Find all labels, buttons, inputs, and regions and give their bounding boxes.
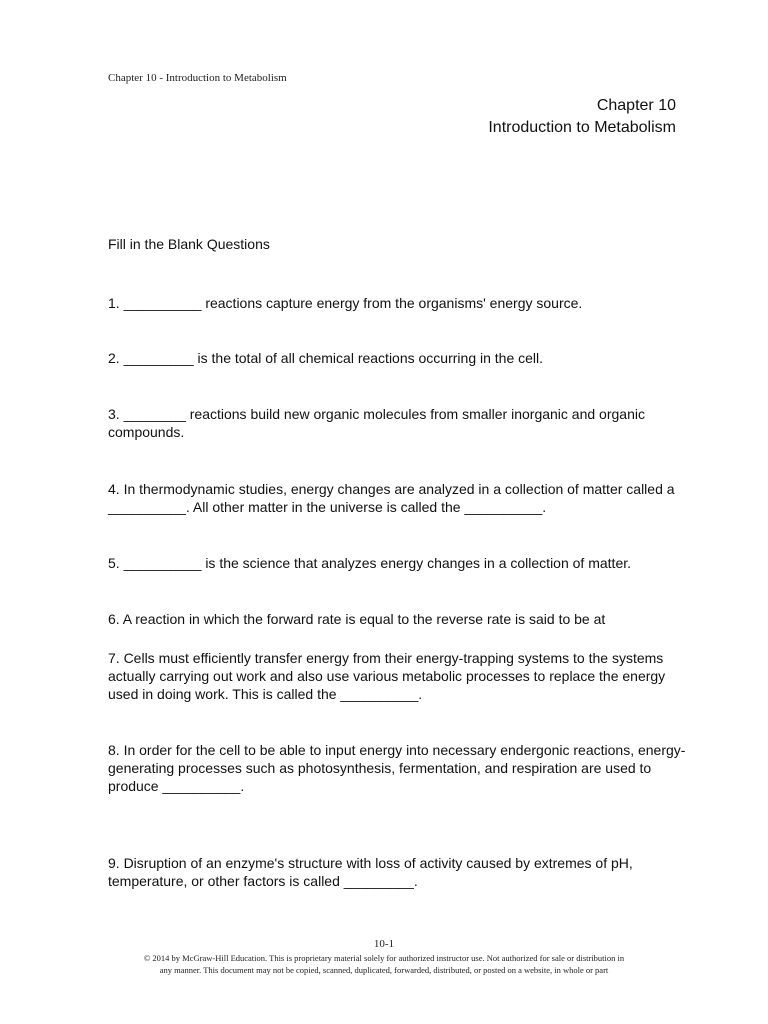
chapter-title: Introduction to Metabolism bbox=[488, 119, 676, 136]
question-8: 8. In order for the cell to be able to input energy into necessary endergonic reactions, energy-generating processes such as photosynthesis, fermentation, and respiration are used to produce __________. bbox=[108, 742, 686, 794]
question-3: 3. ________ reactions build new organic molecules from smaller inorganic and organic compounds. bbox=[108, 406, 649, 440]
question-5: 5. __________ is the science that analyzes energy changes in a collection of matter. bbox=[108, 555, 632, 571]
page-number: 10-1 bbox=[373, 938, 395, 950]
question-4: 4. In thermodynamic studies, energy changes are analyzed in a collection of matter called a __________. All other matter in the universe is called the __________. bbox=[108, 481, 679, 515]
question-2: 2. _________ is the total of all chemical reactions occurring in the cell. bbox=[108, 350, 544, 366]
chapter-number: Chapter 10 bbox=[596, 97, 676, 114]
question-7: 7. Cells must efficiently transfer energy from their energy-trapping systems to the systems actually carrying out work and also use various metabolic processes to replace the energy used in doing work. This is called the __________. bbox=[108, 650, 670, 702]
question-6: 6. A reaction in which the forward rate is equal to the reverse rate is said to be at bbox=[108, 611, 606, 627]
copyright-notice bbox=[0, 952, 768, 976]
running-header: Chapter 10 - Introduction to Metabolism bbox=[108, 72, 287, 84]
copyright-line-2: any manner. This document may not be copied, scanned, duplicated, forwarded, distributed, or posted on a website, in whole or part bbox=[159, 965, 609, 975]
copyright-line-1: © 2014 by McGraw-Hill Education. This is proprietary material solely for authorized instructor use. Not authorized for sale or distribution in bbox=[143, 953, 625, 963]
chapter-heading bbox=[488, 95, 676, 139]
question-1: 1. __________ reactions capture energy from the organisms' energy source. bbox=[108, 295, 583, 311]
section-heading: Fill in the Blank Questions bbox=[108, 236, 270, 252]
question-9: 9. Disruption of an enzyme's structure with loss of activity caused by extremes of pH, temperature, or other factors is called _________. bbox=[108, 855, 637, 889]
